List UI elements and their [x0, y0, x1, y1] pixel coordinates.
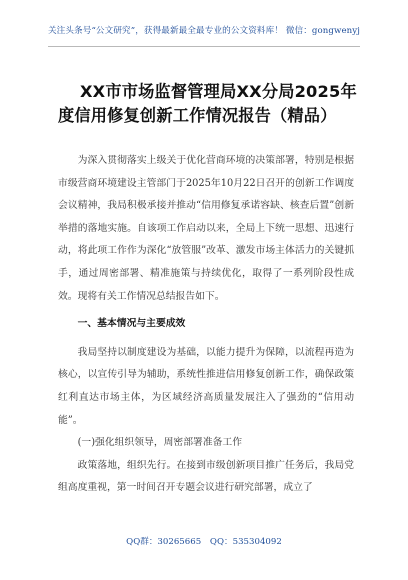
document-body [58, 150, 354, 500]
document-title: XX市市场监督管理局XX分局2025年度信用修复创新工作情况报告（精品） [58, 82, 357, 125]
footer-qq-group: QQ群：30265665 [126, 537, 202, 547]
subsection-heading: (一)强化组织领导，周密部署准备工作 [77, 437, 242, 449]
header-promo-note: 关注头条号“公文研究”，获得最新最全最专业的公文资料库！ 微信：gongwenyj [47, 26, 361, 36]
footer-qq: QQ：535304092 [209, 537, 282, 547]
section-paragraph: 我局坚持以制度建设为基础，以能力提升为保障，以流程再造为核心，以宣传引导为辅助，系统性推进信用修复创新工作，确保政策红利直达市场主体，为区域经济高质量发展注入了强劲的“信用动能”。 [58, 346, 354, 426]
subsection-paragraph: 政策落地，组织先行。在接到市级创新项目推广任务后，我局党组高度重视，第一时间召开专题会议进行研究部署，成立了 [58, 459, 354, 494]
section-heading: 一、基本情况与主要成效 [77, 318, 186, 330]
intro-paragraph: 为深入贯彻落实上级关于优化营商环境的决策部署，特别是根据市级营商环境建设主管部门于2025年10月22日召开的创新工作调度会议精神，我局积极承接并推动“信用修复承诺容缺、核查后置”创新举措的落地实施。自该项工作启动以来，全局上下统一思想、迅速行动，将此项工作作为深化“放管服”改革、激发市场主体活力的关键抓手，通过周密部署、精准施策与持续优化，取得了一系列阶段性成效。现将有关工作情况总结报告如下。 [58, 155, 354, 302]
footer-contact [0, 535, 408, 547]
header-divider [48, 46, 360, 47]
